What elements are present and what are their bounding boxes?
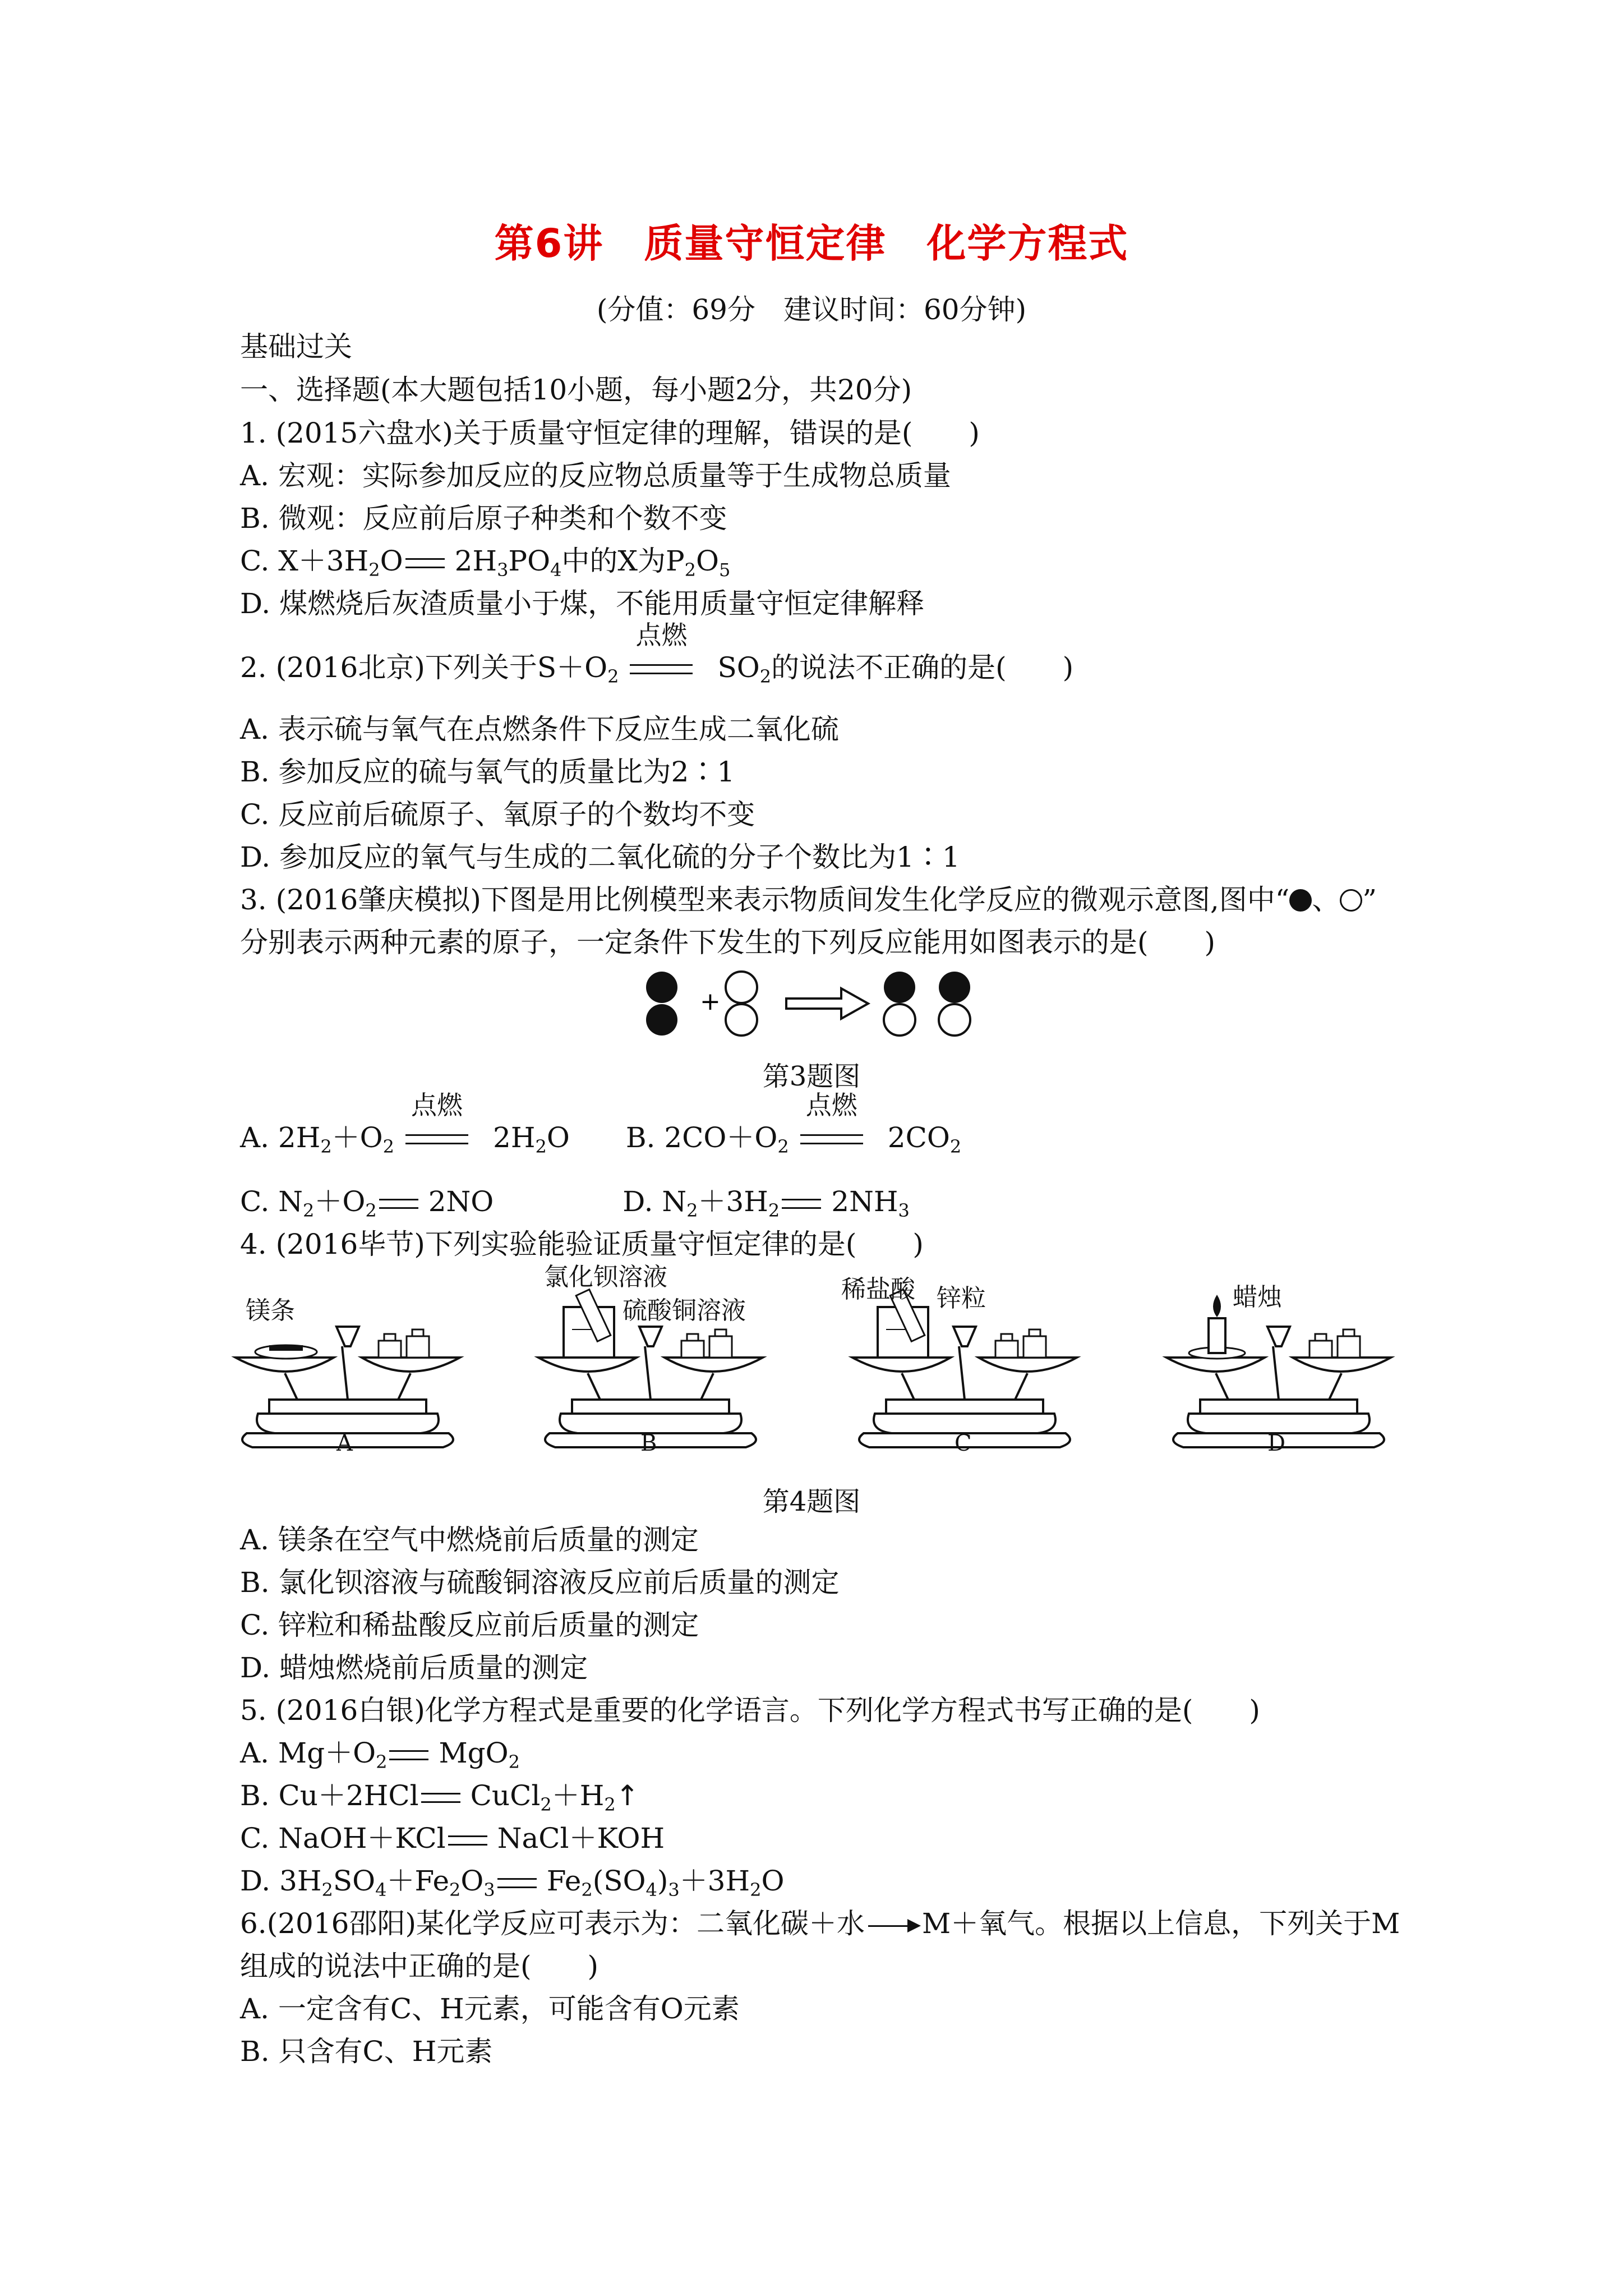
q3-stem-line1: 3. (2016肇庆模拟)下图是用比例模型来表示物质间发生化学反应的微观示意图,图中“ 、 ” (240, 884, 1377, 916)
reaction-condition: 点燃 (628, 653, 695, 687)
flame-icon (1213, 1295, 1221, 1317)
balance-d (1166, 1295, 1391, 1447)
q1-option-b: B. 微观：反应前后原子种类和个数不变 (240, 502, 727, 535)
q3-particle-diagram (634, 965, 993, 1049)
reaction-condition: 点燃 (798, 1123, 865, 1157)
page-title: 第6讲 质量守恒定律 化学方程式 (494, 220, 1129, 266)
q6-option-b: B. 只含有C、H元素 (240, 2035, 493, 2068)
q4-balance-figures (224, 1257, 1402, 1458)
equals-sign (448, 1835, 487, 1846)
q2-stem: 2. (2016北京)下列关于$S+O_2$ 点燃 $SO_2$的说法不正确的是( ) (240, 620, 1074, 687)
q5-option-b: B. Cu＋2HCl $CuCl_2+H_2↑$ (240, 1779, 639, 1815)
figure-letter-b: B (640, 1430, 657, 1456)
black-atom-icon (1289, 889, 1312, 912)
label-hydrochloric-acid: 稀盐酸 (841, 1275, 915, 1304)
q4-option-a: A. 镁条在空气中燃烧前后质量的测定 (240, 1524, 699, 1556)
label-candle: 蜡烛 (1233, 1283, 1282, 1312)
label-copper-sulfate: 硫酸铜溶液 (623, 1296, 746, 1325)
label-zinc: 锌粒 (937, 1284, 986, 1313)
q5-option-d: D. $3H_2SO_4+Fe_2O_3$ $Fe_2(SO_4)_3+3H_2O$ (240, 1865, 785, 1901)
white-atom (939, 1004, 970, 1036)
white-atom (726, 972, 757, 1003)
figure-letter-d: D (1267, 1430, 1286, 1456)
plus-sign: + (700, 987, 721, 1016)
q3-options-ab: A. $2H_2+O_2$ 点燃 $2H_2O$ B. $2CO+O_2$ 点燃 $2CO_2$ (240, 1090, 962, 1157)
black-atom (939, 972, 970, 1003)
magnesium-strip (269, 1345, 303, 1351)
q5-option-a: A. $Mg+O_2$ MgO$_2$ (240, 1737, 520, 1773)
black-atom (646, 972, 677, 1003)
q6-stem-line2: 组成的说法中正确的是( ) (240, 1950, 599, 1982)
q2-option-c: C. 反应前后硫原子、氧原子的个数均不变 (240, 798, 755, 831)
q6-option-a: A. 一定含有C、H元素，可能含有O元素 (240, 1993, 740, 2025)
reaction-arrow-icon (868, 1925, 919, 1927)
q4-figure-caption: 第4题图 (762, 1486, 861, 1517)
section-heading: 基础过关 (240, 330, 352, 363)
white-atom-icon (1340, 889, 1362, 912)
page-subtitle: (分值：69分 建议时间：60分钟) (596, 293, 1027, 326)
q4-option-b: B. 氯化钡溶液与硫酸铜溶液反应前后质量的测定 (240, 1566, 840, 1599)
q1-option-d: D. 煤燃烧后灰渣质量小于煤，不能用质量守恒定律解释 (240, 587, 925, 620)
black-atom (884, 972, 915, 1003)
q6-stem-line1: 6.(2016邵阳)某化学反应可表示为：二氧化碳＋水 M＋氧气。根据以上信息，下列关于M (240, 1907, 1400, 1940)
reaction-condition: 点燃 (403, 1123, 471, 1157)
q1-option-a: A. 宏观：实际参加反应的反应物总质量等于生成物总质量 (240, 459, 951, 492)
q5-stem: 5. (2016白银)化学方程式是重要的化学语言。下列化学方程式书写正确的是( ) (240, 1694, 1260, 1727)
q4-option-c: C. 锌粒和稀盐酸反应前后质量的测定 (240, 1609, 699, 1641)
equals-sign (782, 1199, 821, 1209)
q5-option-c: C. NaOH＋KCl NaCl＋KOH (240, 1822, 665, 1855)
white-atom (884, 1004, 915, 1036)
q3-stem-line2: 分别表示两种元素的原子，一定条件下发生的下列反应能用如图表示的是( ) (240, 926, 1216, 959)
equals-sign (405, 558, 445, 568)
black-atom (646, 1004, 677, 1036)
equals-sign (379, 1199, 418, 1209)
q2-option-b: B. 参加反应的硫与氧气的质量比为2∶1 (240, 756, 735, 788)
figure-letter-a: A (336, 1430, 353, 1456)
equals-sign (389, 1750, 428, 1760)
q1-option-c: C. $X+3H_2O$ $2H_3PO_4$中的X为$P_2O_5$ (240, 545, 731, 581)
q1-stem: 1. (2015六盘水)关于质量守恒定律的理解，错误的是( ) (240, 417, 980, 449)
white-atom (726, 1004, 757, 1036)
equals-sign (421, 1793, 460, 1803)
q4-stem: 4. (2016毕节)下列实验能验证质量守恒定律的是( ) (240, 1228, 924, 1260)
q4-option-d: D. 蜡烛燃烧前后质量的测定 (240, 1651, 588, 1684)
gas-up-arrow-icon: ↑ (615, 1779, 639, 1812)
part-heading: 一、选择题(本大题包括10小题，每小题2分，共20分) (240, 374, 912, 406)
candle (1209, 1318, 1225, 1353)
balance-a (236, 1327, 460, 1447)
label-magnesium: 镁条 (246, 1296, 295, 1325)
q3-figure-caption: 第3题图 (762, 1061, 861, 1092)
equals-sign (497, 1878, 537, 1888)
reaction-arrow-icon (786, 988, 868, 1019)
figure-letter-c: C (955, 1430, 972, 1456)
q3-options-cd: C. $N_2+O_2$ 2NO D. $N_2+3H_2$ $2NH_3$ (240, 1185, 910, 1221)
q2-option-d: D. 参加反应的氧气与生成的二氧化硫的分子个数比为1∶1 (240, 841, 960, 873)
q2-option-a: A. 表示硫与氧气在点燃条件下反应生成二氧化硫 (240, 713, 839, 746)
label-barium-chloride: 氯化钡溶液 (544, 1263, 667, 1291)
